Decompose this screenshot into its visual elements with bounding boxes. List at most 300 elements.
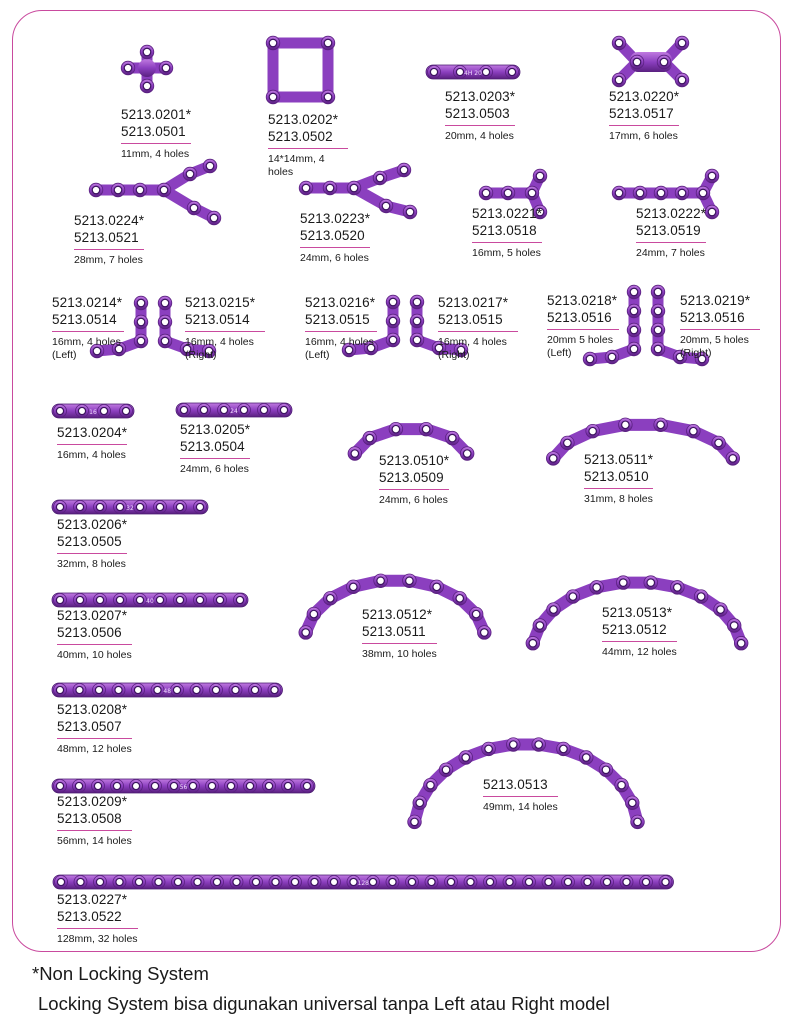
- plate-hole: [137, 337, 144, 344]
- footnote-non-locking: *Non Locking System: [32, 963, 209, 984]
- plate-hole: [400, 166, 407, 173]
- plate-p0205: [176, 403, 292, 417]
- plate-hole: [137, 299, 144, 306]
- code-noncl: 5213.0512*: [362, 607, 433, 622]
- code-locking: 5213.0514: [52, 311, 124, 332]
- plate-hole: [427, 781, 434, 788]
- plate-hole: [729, 455, 736, 462]
- code-locking: 5213.0511: [362, 623, 437, 644]
- plate-hole: [176, 503, 183, 510]
- code-noncl: 5213.0513*: [602, 605, 673, 620]
- product-label-p0222: [636, 205, 706, 260]
- product-label-p0227: [57, 891, 138, 946]
- plate-p0209: [52, 779, 315, 793]
- plate-hole: [252, 878, 259, 885]
- plate-hole: [326, 184, 333, 191]
- plate-hole: [467, 878, 474, 885]
- code-noncl: 5213.0202*: [268, 112, 339, 127]
- plate-hole: [272, 878, 279, 885]
- spec: 44mm, 12 holes: [602, 646, 677, 658]
- plate-hole: [269, 39, 276, 46]
- plate-p0207: [52, 593, 248, 607]
- plate-hole: [528, 189, 535, 196]
- plate-hole: [194, 878, 201, 885]
- product-label-p0224: [74, 212, 144, 267]
- plate-hole: [615, 189, 622, 196]
- code-noncl: 5213.0219*: [680, 293, 751, 308]
- plate-hole: [114, 186, 121, 193]
- plate-hole: [416, 799, 423, 806]
- plate-hole: [545, 878, 552, 885]
- plate-hole: [482, 68, 489, 75]
- plate-p0206: [52, 500, 208, 514]
- code-locking: 5213.0515: [305, 311, 377, 332]
- plate-hole: [154, 686, 161, 693]
- plate-hole: [583, 754, 590, 761]
- product-label-p0511: [584, 451, 653, 506]
- code-locking: 5213.0520: [300, 227, 370, 248]
- spec: 17mm, 6 holes: [609, 130, 678, 142]
- plate-hole: [449, 434, 456, 441]
- plate-hole: [647, 579, 654, 586]
- code-noncl: 5213.0204*: [57, 424, 127, 445]
- spec: 31mm, 8 holes: [584, 493, 653, 505]
- product-label-p0216: [305, 294, 377, 361]
- plate-hole: [406, 577, 413, 584]
- plate-hole: [618, 781, 625, 788]
- plate-hole: [678, 189, 685, 196]
- plate-hole: [411, 818, 418, 825]
- spec: 40mm, 10 holes: [57, 649, 132, 661]
- product-label-p0203: [445, 88, 515, 143]
- plate-hole: [708, 172, 715, 179]
- footnote-locking: Locking System bisa digunakan universal tanpa Left atau Right model: [38, 993, 610, 1014]
- plate-hole: [593, 584, 600, 591]
- plate-hole: [456, 595, 463, 602]
- plate-hole: [155, 878, 162, 885]
- plate-hole: [389, 317, 396, 324]
- spec: 14*14mm, 4 holes: [268, 153, 325, 178]
- spec: 24mm, 6 holes: [379, 494, 448, 506]
- plate-hole: [634, 818, 641, 825]
- plate-hole: [116, 503, 123, 510]
- code-locking: 5213.0516: [680, 309, 760, 330]
- product-label-p0217: [438, 294, 518, 361]
- plate-hole: [428, 878, 435, 885]
- code-noncl: 5213.0227*: [57, 892, 128, 907]
- plate-hole: [56, 503, 63, 510]
- plate-hole: [161, 337, 168, 344]
- product-label-p0205: [180, 421, 250, 476]
- product-label-p0201: [121, 106, 191, 161]
- plate-hole: [472, 610, 479, 617]
- plate-hole: [220, 406, 227, 413]
- plate-hole: [246, 782, 253, 789]
- plate-hole: [413, 298, 420, 305]
- plate-marking: 4H 20: [464, 70, 482, 77]
- spec: 49mm, 14 holes: [483, 801, 558, 813]
- plate-hole: [408, 878, 415, 885]
- plate-hole: [189, 782, 196, 789]
- plate-hole: [377, 577, 384, 584]
- code-noncl: 5213.0222*: [636, 206, 707, 221]
- product-label-p0513: [602, 604, 677, 659]
- code-noncl: 5213.0203*: [445, 89, 516, 104]
- plate-hole: [227, 782, 234, 789]
- plate-hole: [56, 407, 63, 414]
- plate-hole: [174, 878, 181, 885]
- code-noncl: 5213.0223*: [300, 211, 371, 226]
- plate-hole: [100, 407, 107, 414]
- plate-hole: [660, 58, 667, 65]
- plate-hole: [717, 606, 724, 613]
- plate-hole: [620, 579, 627, 586]
- spec: 16mm, 4 holes: [57, 449, 126, 461]
- code-locking: 5213.0517: [609, 105, 679, 126]
- plate-hole: [95, 686, 102, 693]
- plate-hole: [737, 639, 744, 646]
- plate-hole: [433, 583, 440, 590]
- spec: 28mm, 7 holes: [74, 254, 143, 266]
- plate-p0204: [52, 404, 134, 418]
- plate-hole: [730, 622, 737, 629]
- plate-hole: [633, 58, 640, 65]
- code-locking: 5213.0503: [445, 105, 515, 126]
- plate-p0220: [612, 36, 689, 87]
- product-label-p0209: [57, 793, 132, 848]
- plate-marking: 16: [89, 409, 97, 416]
- code-noncl: 5213.0214*: [52, 295, 123, 310]
- plate-hole: [654, 288, 661, 295]
- plate-hole: [422, 425, 429, 432]
- code-noncl: 5213.0510*: [379, 453, 450, 468]
- code-locking: 5213.0510: [584, 468, 653, 489]
- product-label-p0221: [472, 205, 542, 260]
- code-noncl: 5213.0209*: [57, 794, 128, 809]
- spec: 48mm, 12 holes: [57, 743, 132, 755]
- code-noncl: 5213.0217*: [438, 295, 509, 310]
- plate-marking: 24: [230, 408, 238, 415]
- plate-center: [138, 59, 156, 77]
- code-noncl: 5213.0201*: [121, 107, 192, 122]
- plate-hole: [510, 741, 517, 748]
- spec: 24mm, 6 holes: [180, 463, 249, 475]
- plate-hole: [481, 629, 488, 636]
- plate-hole: [116, 878, 123, 885]
- plate-hole: [654, 345, 661, 352]
- plate-hole: [392, 425, 399, 432]
- plate-marking: 40: [146, 598, 154, 605]
- plate-hole: [96, 596, 103, 603]
- plate-hole: [456, 68, 463, 75]
- plate-hole: [170, 782, 177, 789]
- product-label-p0207: [57, 607, 132, 662]
- plate-hole: [196, 596, 203, 603]
- plate-hole: [76, 686, 83, 693]
- code-locking: 5213.0521: [74, 229, 144, 250]
- plate-hole: [161, 318, 168, 325]
- spec: 20mm, 4 holes: [445, 130, 514, 142]
- plate-hole: [657, 421, 664, 428]
- product-label-p0202: [268, 111, 348, 178]
- product-label-p0218: [547, 292, 619, 359]
- plate-hole: [76, 503, 83, 510]
- spec: 16mm, 4 holes (Left): [305, 336, 374, 361]
- plate-hole: [56, 686, 63, 693]
- product-label-p0223: [300, 210, 370, 265]
- plate-hole: [77, 878, 84, 885]
- product-label-p0204: [57, 424, 127, 462]
- spec: 24mm, 6 holes: [300, 252, 369, 264]
- plate-hole: [654, 307, 661, 314]
- plate-hole: [310, 610, 317, 617]
- code-noncl: 5213.0205*: [180, 422, 251, 437]
- product-label-p0513b: [483, 776, 558, 814]
- code-locking: 5213.0515: [438, 311, 518, 332]
- plate-hole: [351, 450, 358, 457]
- plate-hole: [508, 68, 515, 75]
- plate-hole: [678, 39, 685, 46]
- plate-hole: [156, 596, 163, 603]
- code-locking: 5213.0504: [180, 438, 250, 459]
- plate-hole: [122, 407, 129, 414]
- plate-hole: [630, 345, 637, 352]
- code-locking: 5213.0501: [121, 123, 191, 144]
- plate-hole: [173, 686, 180, 693]
- plate-hole: [291, 878, 298, 885]
- plate-hole: [350, 184, 357, 191]
- code-locking: 5213.0509: [379, 469, 449, 490]
- plate-hole: [206, 162, 213, 169]
- plate-p0201: [121, 45, 173, 93]
- plate-hole: [389, 336, 396, 343]
- code-noncl: 5213.0220*: [609, 89, 680, 104]
- plate-hole: [697, 593, 704, 600]
- plate-hole: [271, 686, 278, 693]
- plate-hole: [132, 782, 139, 789]
- plate-hole: [269, 93, 276, 100]
- code-noncl: 5213.0215*: [185, 295, 256, 310]
- plate-hole: [485, 745, 492, 752]
- plate-hole: [636, 189, 643, 196]
- plate-hole: [584, 878, 591, 885]
- plate-hole: [143, 48, 150, 55]
- plate-hole: [135, 878, 142, 885]
- plate-hole: [330, 878, 337, 885]
- plate-hole: [143, 82, 150, 89]
- plate-hole: [216, 596, 223, 603]
- code-locking: 5213.0522: [57, 908, 138, 929]
- plate-hole: [603, 878, 610, 885]
- code-noncl: 5213.0207*: [57, 608, 128, 623]
- spec: 56mm, 14 holes: [57, 835, 132, 847]
- plate-hole: [92, 186, 99, 193]
- code-locking: 5213.0518: [472, 222, 542, 243]
- plate-hole: [284, 782, 291, 789]
- plate-hole: [350, 878, 357, 885]
- plate-hole: [57, 878, 64, 885]
- code-locking: 5213.0507: [57, 718, 132, 739]
- plate-marking: 48: [163, 688, 172, 695]
- plate-hole: [678, 76, 685, 83]
- plate-hole: [550, 606, 557, 613]
- plate-hole: [662, 878, 669, 885]
- plate-hole: [232, 686, 239, 693]
- plate-hole: [629, 799, 636, 806]
- plate-hole: [630, 307, 637, 314]
- spec: 16mm, 4 holes (Right): [438, 336, 507, 361]
- plate-hole: [657, 189, 664, 196]
- plate-hole: [482, 189, 489, 196]
- plate-hole: [137, 318, 144, 325]
- plate-marking: 128: [357, 880, 369, 887]
- plate-hole: [240, 406, 247, 413]
- plate-hole: [56, 782, 63, 789]
- spec: 32mm, 8 holes: [57, 558, 126, 570]
- code-locking: 5213.0512: [602, 621, 677, 642]
- spec: 128mm, 32 holes: [57, 933, 138, 945]
- plate-hole: [186, 170, 193, 177]
- code-locking: 5213.0514: [185, 311, 265, 332]
- code-locking: 5213.0519: [636, 222, 706, 243]
- plate-hole: [622, 421, 629, 428]
- plate-hole: [654, 326, 661, 333]
- plate-hole: [113, 782, 120, 789]
- code-noncl: 5213.0208*: [57, 702, 128, 717]
- code-noncl: 5213.0221*: [472, 206, 543, 221]
- plate-hole: [303, 782, 310, 789]
- plate-hole: [213, 878, 220, 885]
- plate-hole: [324, 93, 331, 100]
- plate-hole: [366, 434, 373, 441]
- spec: 20mm 5 holes (Left): [547, 334, 613, 359]
- plate-hole: [311, 878, 318, 885]
- spec: 16mm, 5 holes: [472, 247, 541, 259]
- code-locking: 5213.0506: [57, 624, 132, 645]
- plate-hole: [196, 503, 203, 510]
- plate-hole: [151, 782, 158, 789]
- plate-hole: [376, 174, 383, 181]
- spec: 16mm, 4 holes (Right): [185, 336, 254, 361]
- plate-hole: [630, 326, 637, 333]
- plate-hole: [94, 782, 101, 789]
- code-noncl: 5213.0224*: [74, 213, 145, 228]
- plate-hole: [389, 298, 396, 305]
- plate-hole: [116, 596, 123, 603]
- product-label-p0215: [185, 294, 265, 361]
- plate-hole: [124, 64, 131, 71]
- plate-hole: [136, 186, 143, 193]
- plate-hole: [136, 596, 143, 603]
- plate-hole: [536, 622, 543, 629]
- plate-hole: [389, 878, 396, 885]
- code-locking: 5213.0513: [483, 776, 558, 797]
- plate-hole: [589, 427, 596, 434]
- product-label-p0219: [680, 292, 760, 359]
- plate-hole: [324, 39, 331, 46]
- plate-marking: 56: [179, 784, 188, 791]
- spec: 11mm, 4 holes: [121, 148, 190, 160]
- plate-hole: [447, 878, 454, 885]
- spec: 24mm, 7 holes: [636, 247, 705, 259]
- plate-hole: [690, 427, 697, 434]
- plate-hole: [156, 503, 163, 510]
- plate-hole: [76, 596, 83, 603]
- code-noncl: 5213.0218*: [547, 293, 618, 308]
- plate-hole: [674, 584, 681, 591]
- plate-hole: [193, 686, 200, 693]
- plate-hole: [212, 686, 219, 693]
- product-label-p0208: [57, 701, 132, 756]
- plate-hole: [630, 288, 637, 295]
- code-locking: 5213.0505: [57, 533, 127, 554]
- spec: 16mm, 4 holes (Left): [52, 336, 121, 361]
- plate-hole: [430, 68, 437, 75]
- code-noncl: 5213.0511*: [584, 452, 654, 467]
- plate-p0208: [52, 683, 283, 697]
- plate-hole: [535, 741, 542, 748]
- plate-hole: [715, 439, 722, 446]
- plate-hole: [504, 189, 511, 196]
- plate-hole: [302, 184, 309, 191]
- code-noncl: 5213.0206*: [57, 517, 128, 532]
- spec: 38mm, 10 holes: [362, 648, 437, 660]
- plate-hole: [162, 64, 169, 71]
- product-label-p0512: [362, 606, 437, 661]
- code-locking: 5213.0516: [547, 309, 619, 330]
- plate-hole: [536, 172, 543, 179]
- code-locking: 5213.0502: [268, 128, 348, 149]
- plate-hole: [260, 406, 267, 413]
- spec: 20mm, 5 holes (Right): [680, 334, 749, 359]
- plate-hole: [463, 450, 470, 457]
- product-label-p0510: [379, 452, 449, 507]
- plate-hole: [200, 406, 207, 413]
- product-label-p0220: [609, 88, 679, 143]
- plate-hole: [708, 208, 715, 215]
- plate-hole: [699, 189, 706, 196]
- plate-hole: [136, 503, 143, 510]
- plate-hole: [560, 745, 567, 752]
- plate-hole: [564, 439, 571, 446]
- plate-marking: 32: [126, 505, 134, 512]
- plate-hole: [208, 782, 215, 789]
- plate-hole: [210, 214, 217, 221]
- plate-hole: [602, 766, 609, 773]
- plate-p0202: [266, 36, 335, 104]
- plate-hole: [233, 878, 240, 885]
- plate-hole: [549, 455, 556, 462]
- plate-p0227: [53, 875, 674, 889]
- plate-hole: [642, 878, 649, 885]
- product-label-p0206: [57, 516, 127, 571]
- plate-hole: [615, 39, 622, 46]
- plate-hole: [327, 595, 334, 602]
- plate-hole: [302, 629, 309, 636]
- plate-hole: [406, 208, 413, 215]
- plate-hole: [56, 596, 63, 603]
- plate-hole: [176, 596, 183, 603]
- plate-hole: [134, 686, 141, 693]
- plate-hole: [190, 204, 197, 211]
- plate-hole: [529, 639, 536, 646]
- plate-hole: [623, 878, 630, 885]
- plate-hole: [236, 596, 243, 603]
- plate-hole: [615, 76, 622, 83]
- plate-hole: [78, 407, 85, 414]
- plate-hole: [506, 878, 513, 885]
- plate-hole: [413, 317, 420, 324]
